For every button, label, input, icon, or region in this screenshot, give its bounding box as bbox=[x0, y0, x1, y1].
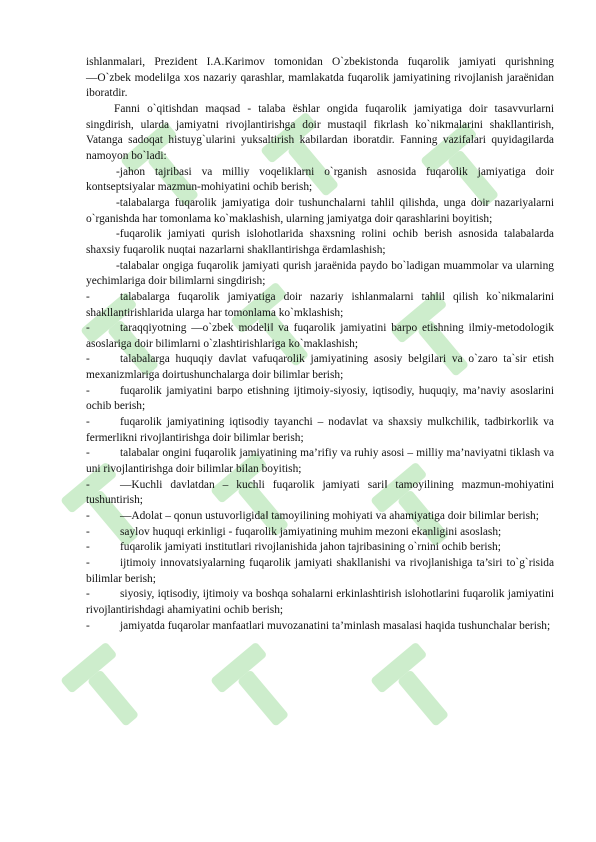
list-item-text: talabalarga fuqarolik jamiyatiga doir nazariy ishlanmalarni tahlil qilish ko`nikmalarini shakllantirishlarida ularga har tomonlama ko`mklashish; bbox=[86, 290, 554, 319]
list-item-text: taraqqiyotning ―o`zbek modeli‖ va fuqarolik jamiyatini barpo etishning ilmiy-metodologik asoslariga doir bilimlarni o`zlashtirishlariga ko`maklashish; bbox=[86, 322, 554, 350]
dash-marker: - bbox=[86, 447, 90, 460]
list-item bbox=[86, 415, 554, 446]
task-item: -jahon tajribasi va milliy voqeliklarni o`rganish asnosida fuqarolik jamiyatiga doir kontseptsiyalar mazmun-mohiyatini ochib berish; bbox=[86, 165, 554, 194]
dash-marker: - bbox=[86, 557, 90, 569]
task-item: -talabalarga fuqarolik jamiyatiga doir tushunchalarni tahlil qilishda, unga doir nazariyalarni o`rganishda har tomonlama ko`maklashish, ularning jamiyatga doir qarashlarini boyitish; bbox=[86, 196, 554, 225]
list-item bbox=[86, 478, 554, 509]
list-item-text: ―Adolat – qonun ustuvorligida‖ tamoyilining mohiyati va ahamiyatiga doir bilimlar berish; bbox=[120, 510, 539, 523]
dash-marker: - bbox=[86, 541, 90, 554]
list-item-text: fuqarolik jamiyatining iqtisodiy tayanchi – nodavlat va shaxsiy mulkchilik, tadbirkorlik va fermerlikni rivojlantirishga doir bilimlar berish; bbox=[86, 416, 554, 444]
dash-marker: - bbox=[86, 290, 90, 303]
dash-marker: - bbox=[86, 353, 90, 366]
dash-marker: - bbox=[86, 478, 90, 491]
list-item bbox=[86, 352, 554, 383]
list-item-text: ijtimoiy innovatsiyalarning fuqarolik jamiyati shakllanishi va rivojlanishiga ta’siri to`g`risida bilimlar berish; bbox=[86, 557, 554, 585]
task-item: -fuqarolik jamiyati qurish islohotlarida shaxsning rolini ochib berish asnosida talabalarda shaxsiy fuqarolik nuqtai nazarlarni shakllantirishga ёrdamlashish; bbox=[86, 228, 554, 256]
list-item bbox=[86, 321, 554, 352]
dash-marker: - bbox=[86, 322, 90, 335]
dash-marker: - bbox=[86, 588, 90, 601]
list-item bbox=[86, 509, 554, 525]
document-page bbox=[86, 55, 554, 634]
list-item-text: siyosiy, iqtisodiy, ijtimoiy va boshqa sohalarni erkinlashtirish islohotlarini fuqarolik jamiyatini rivojlantirishdagi ahamiyatini ochib berish; bbox=[86, 588, 554, 616]
list-item-text: saylov huquqi erkinligi - fuqarolik jamiyatining muhim mezoni ekanligini asoslash; bbox=[120, 525, 502, 538]
list-item bbox=[86, 525, 554, 541]
list-item-text: talabalar ongini fuqarolik jamiyatining ma’rifiy va ruhiy asosi – milliy ma’naviyatni tiklash va uni rivojlantirishga doir bilimlar bilan boyitish; bbox=[86, 447, 554, 476]
list-item-text: ―Kuchli davlatdan – kuchli fuqarolik jamiyati sari‖ tamoyilining mazmun-mohiyatini tushuntirish; bbox=[86, 478, 554, 507]
list-item bbox=[86, 384, 554, 415]
task-item: -talabalar ongiga fuqarolik jamiyati qurish jaraёnida paydo bo`ladigan muammolar va ularning yechimlariga doir bilimlarni singdirish; bbox=[86, 259, 554, 288]
list-item-text: talabalarga huquqiy davlat vafuqarolik jamiyatining asosiy belgilari va o`zaro ta`sir etish mexanizmlariga doirtushunchalarga doir bilimlar berish; bbox=[86, 353, 554, 382]
list-item bbox=[86, 619, 554, 635]
list-item-text: fuqarolik jamiyatini barpo etishning ijtimoiy-siyosiy, iqtisodiy, huquqiy, ma’naviy asoslarini ochib berish; bbox=[86, 384, 554, 413]
dash-marker: - bbox=[86, 619, 90, 632]
dash-marker: - bbox=[86, 416, 90, 429]
list-item bbox=[86, 290, 554, 321]
intro-paragraph: ishlanmalari, Prezident I.A.Karimov tomonidan O`zbekistonda fuqarolik jamiyati qurishning ―O`zbek modeli‖ga xos nazariy qarashlar, mamlakatda fuqarolik jamiyatining rivojlanish jaraёnidan iboratdir. bbox=[86, 56, 554, 100]
purpose-paragraph: Fanni o`qitishdan maqsad - talaba ёshlar ongida fuqarolik jamiyatiga doir tasavvurlarni singdirish, ularda jamiyatni rivojlantirishga doir mustaqil fikrlash ko`nikmalarini shakllantirish, Vatanga sadoqat histuyg`ularini yuksaltirish kabilardan iboratdir. Fanning vazifalari quyidagilarda namoyon bo`ladi: bbox=[86, 102, 554, 162]
dash-marker: - bbox=[86, 384, 90, 397]
list-item bbox=[86, 587, 554, 618]
dash-marker: - bbox=[86, 510, 90, 523]
list-item-text: jamiyatda fuqarolar manfaatlari muvozanatini ta’minlash masalasi haqida tushunchalar berish; bbox=[120, 619, 551, 632]
list-item bbox=[86, 446, 554, 477]
dash-marker: - bbox=[86, 525, 90, 538]
list-item bbox=[86, 556, 554, 587]
list-item bbox=[86, 540, 554, 556]
list-item-text: fuqarolik jamiyati institutlari rivojlanishida jahon tajribasining o`rnini ochib berish; bbox=[120, 541, 501, 554]
